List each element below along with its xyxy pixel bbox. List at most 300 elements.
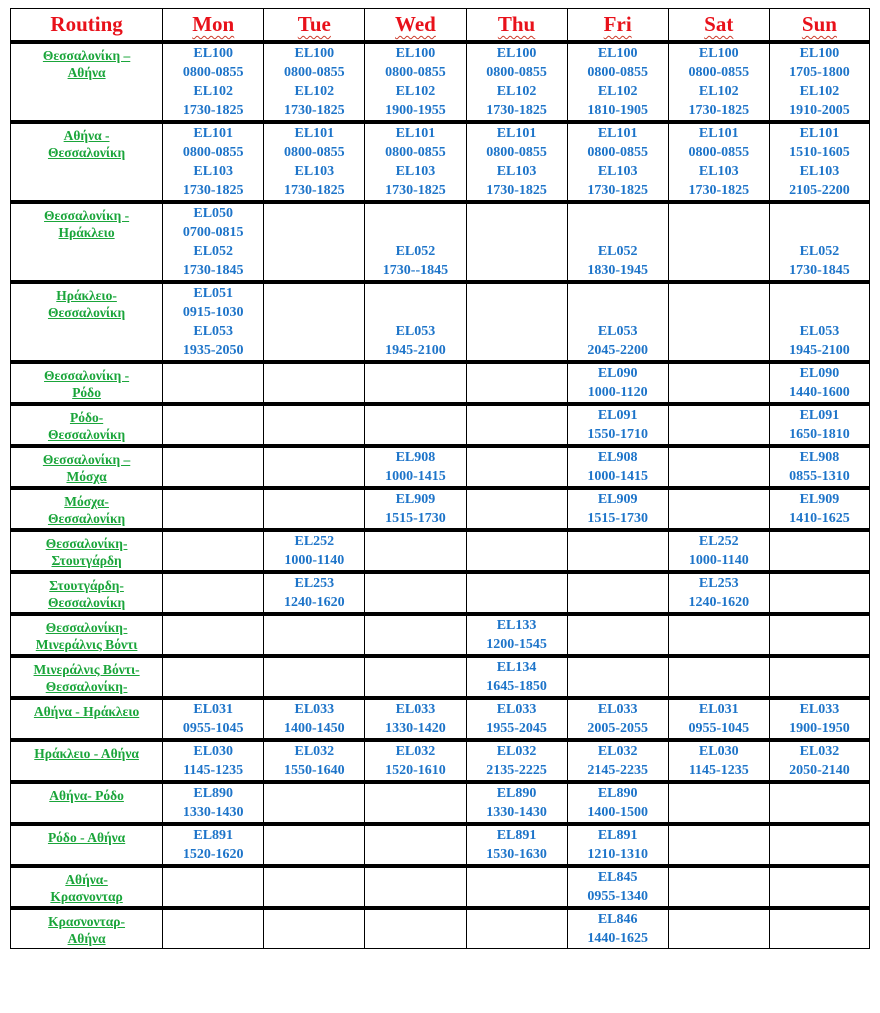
flight-time: 1515-1730 <box>587 511 648 526</box>
route-name-line: Αθήνα- <box>65 872 108 887</box>
route-link[interactable] <box>48 406 125 443</box>
flight-number: EL252 <box>294 534 335 549</box>
route-row <box>10 570 870 612</box>
flight-schedule-table <box>10 8 870 949</box>
route-cell <box>10 570 162 612</box>
route-cell <box>10 280 162 360</box>
flight-number: EL030 <box>698 744 739 759</box>
flight-number: EL103 <box>193 164 234 179</box>
flight-time: 1730-1825 <box>182 103 244 118</box>
flight-number: EL103 <box>496 164 537 179</box>
flight-number: EL103 <box>698 164 739 179</box>
flight-time: 1730--1845 <box>382 263 449 278</box>
flight-cell <box>263 696 364 738</box>
route-name-line: Ηράκλειο- <box>56 288 117 303</box>
flight-number: EL102 <box>193 84 234 99</box>
route-cell <box>10 120 162 200</box>
route-row <box>10 864 870 906</box>
flight-time: 1955-2045 <box>486 721 547 736</box>
flight-number: EL845 <box>597 870 638 885</box>
flight-cell <box>668 864 769 906</box>
flight-number: EL031 <box>698 702 739 717</box>
route-row <box>10 120 870 200</box>
flight-cell <box>364 780 465 822</box>
route-link[interactable] <box>44 204 129 241</box>
spacer <box>568 223 668 242</box>
flight-cell <box>668 40 769 120</box>
flight-number: EL053 <box>193 324 234 339</box>
route-name-line: Στουτγάρδη- <box>49 578 124 593</box>
flight-cell <box>769 528 870 570</box>
flight-cell <box>263 738 364 780</box>
flight-number: EL090 <box>597 366 638 381</box>
route-row <box>10 486 870 528</box>
flight-time: 1730-1825 <box>688 183 750 198</box>
flight-cell <box>769 402 870 444</box>
flight-number: EL908 <box>799 450 840 465</box>
route-name-line: Ρόδο <box>72 385 101 400</box>
flight-number: EL033 <box>597 702 638 717</box>
flight-cell <box>466 280 567 360</box>
route-row <box>10 738 870 780</box>
route-name-line: Θεσσαλονίκη- <box>45 536 128 551</box>
flight-time: 1910-2005 <box>789 103 850 118</box>
flight-time: 1440-1625 <box>587 931 648 946</box>
flight-time: 0955-1340 <box>587 889 648 904</box>
day-header-sat <box>668 8 769 40</box>
route-row <box>10 906 870 949</box>
flight-time: 1730-1845 <box>182 263 244 278</box>
flight-cell <box>466 654 567 696</box>
flight-number: EL101 <box>698 126 739 141</box>
route-cell <box>10 864 162 906</box>
route-name-line: Ηράκλειο <box>58 225 115 240</box>
route-name-line: Θεσσαλονίκη – <box>42 452 131 467</box>
route-row <box>10 654 870 696</box>
route-link[interactable] <box>48 490 125 527</box>
flight-cell <box>162 906 263 949</box>
flight-cell <box>162 612 263 654</box>
flight-number: EL102 <box>395 84 436 99</box>
flight-time: 1200-1545 <box>486 637 547 652</box>
route-row <box>10 402 870 444</box>
route-link[interactable] <box>49 784 124 804</box>
day-label: Sun <box>801 12 837 36</box>
flight-number: EL053 <box>395 324 436 339</box>
flight-number: EL909 <box>597 492 638 507</box>
flight-cell <box>263 864 364 906</box>
flight-cell <box>364 200 465 280</box>
route-name-line: Θεσσαλονίκη- <box>45 679 128 694</box>
route-name-line: Θεσσαλονίκη <box>47 145 126 160</box>
flight-number: EL053 <box>799 324 840 339</box>
spacer <box>770 303 869 322</box>
flight-cell <box>567 402 668 444</box>
flight-cell <box>263 570 364 612</box>
route-row <box>10 612 870 654</box>
flight-cell <box>466 822 567 864</box>
flight-cell <box>668 780 769 822</box>
flight-number: EL033 <box>799 702 840 717</box>
flight-cell <box>364 906 465 949</box>
flight-cell <box>364 360 465 402</box>
route-name-line: Θεσσαλονίκη <box>47 305 126 320</box>
route-name-line: Μινεράλνις Βόντι- <box>33 662 140 677</box>
flight-cell <box>769 612 870 654</box>
flight-cell <box>263 360 364 402</box>
flight-cell <box>466 200 567 280</box>
flight-number: EL890 <box>193 786 234 801</box>
flight-number: EL032 <box>597 744 638 759</box>
flight-time: 1510-1605 <box>789 145 850 160</box>
flight-number: EL101 <box>597 126 638 141</box>
route-link[interactable] <box>48 574 125 611</box>
day-label: Wed <box>395 12 436 36</box>
flight-cell <box>567 280 668 360</box>
flight-time: 1145-1235 <box>183 763 244 778</box>
flight-number: EL091 <box>799 408 840 423</box>
route-name-line: Αθήνα - <box>63 128 110 143</box>
flight-cell <box>567 528 668 570</box>
flight-cell <box>364 444 465 486</box>
flight-cell <box>668 738 769 780</box>
route-link[interactable] <box>48 826 125 846</box>
flight-number: EL102 <box>799 84 840 99</box>
flight-cell <box>567 120 668 200</box>
flight-time: 1440-1600 <box>789 385 850 400</box>
flight-cell <box>162 200 263 280</box>
flight-cell <box>162 402 263 444</box>
route-cell <box>10 360 162 402</box>
flight-time: 1000-1140 <box>284 553 345 568</box>
flight-time: 1945-2100 <box>789 343 850 358</box>
flight-time: 0800-0855 <box>385 65 446 80</box>
route-name-line: Θεσσαλονίκη- <box>45 620 128 635</box>
route-row <box>10 444 870 486</box>
route-row <box>10 360 870 402</box>
flight-time: 2005-2055 <box>587 721 648 736</box>
flight-time: 1730-1825 <box>284 103 345 118</box>
flight-number: EL253 <box>294 576 335 591</box>
flight-cell <box>263 444 364 486</box>
flight-cell <box>466 906 567 949</box>
spacer <box>365 303 465 322</box>
flight-number: EL134 <box>496 660 537 675</box>
flight-cell <box>263 40 364 120</box>
flight-time: 0800-0855 <box>486 65 547 80</box>
flight-number: EL101 <box>496 126 537 141</box>
flight-cell <box>769 570 870 612</box>
flight-cell <box>364 864 465 906</box>
day-header-mon <box>162 8 263 40</box>
flight-number: EL032 <box>799 744 840 759</box>
route-name-line: Αθήνα- Ρόδο <box>49 788 124 803</box>
flight-number: EL103 <box>597 164 638 179</box>
flight-time: 1650-1810 <box>789 427 850 442</box>
route-name-line: Μόσχα- <box>64 494 109 509</box>
flight-number: EL891 <box>597 828 638 843</box>
flight-time: 0800-0855 <box>587 65 648 80</box>
flight-cell <box>466 864 567 906</box>
flight-time: 0800-0855 <box>182 145 244 160</box>
flight-cell <box>769 486 870 528</box>
day-label: Fri <box>603 12 632 36</box>
day-label: Tue <box>297 12 331 36</box>
flight-time: 1410-1625 <box>789 511 850 526</box>
flight-time: 2050-2140 <box>789 763 850 778</box>
route-link[interactable] <box>48 284 125 321</box>
flight-cell <box>364 280 465 360</box>
flight-cell <box>263 200 364 280</box>
flight-cell <box>263 402 364 444</box>
flight-cell <box>567 864 668 906</box>
route-name-line: Αθήνα - Ηράκλειο <box>33 704 140 719</box>
flight-cell <box>567 612 668 654</box>
flight-number: EL890 <box>496 786 537 801</box>
flight-number: EL101 <box>395 126 436 141</box>
flight-cell <box>364 612 465 654</box>
flight-cell <box>364 570 465 612</box>
route-row <box>10 200 870 280</box>
flight-number: EL100 <box>193 46 234 61</box>
flight-cell <box>668 822 769 864</box>
route-link[interactable] <box>43 44 130 81</box>
route-link[interactable] <box>48 910 125 947</box>
flight-cell <box>162 780 263 822</box>
flight-time: 1730-1825 <box>688 103 750 118</box>
route-cell <box>10 200 162 280</box>
flight-number: EL050 <box>193 206 234 221</box>
flight-cell <box>668 120 769 200</box>
route-cell <box>10 906 162 949</box>
flight-time: 0855-1310 <box>789 469 850 484</box>
spacer <box>568 284 668 303</box>
flight-time: 2135-2225 <box>486 763 547 778</box>
flight-number: EL033 <box>294 702 335 717</box>
flight-cell <box>769 696 870 738</box>
flight-cell <box>466 40 567 120</box>
flight-cell <box>263 654 364 696</box>
route-cell <box>10 40 162 120</box>
route-name-line: Θεσσαλονίκη - <box>44 368 130 383</box>
route-row <box>10 780 870 822</box>
flight-time: 1730-1825 <box>182 183 244 198</box>
spacer <box>770 223 869 242</box>
flight-number: EL909 <box>799 492 840 507</box>
flight-time: 1000-1415 <box>385 469 446 484</box>
flight-cell <box>162 696 263 738</box>
flight-number: EL102 <box>597 84 638 99</box>
flight-number: EL103 <box>799 164 840 179</box>
flight-number: EL091 <box>597 408 638 423</box>
route-link[interactable] <box>43 448 130 485</box>
route-row <box>10 696 870 738</box>
flight-time: 1705-1800 <box>789 65 850 80</box>
flight-cell <box>364 822 465 864</box>
flight-number: EL908 <box>395 450 436 465</box>
flight-number: EL103 <box>294 164 335 179</box>
flight-time: 1330-1430 <box>182 805 244 820</box>
flight-cell <box>162 444 263 486</box>
flight-time: 1900-1950 <box>789 721 850 736</box>
flight-cell <box>162 864 263 906</box>
flight-cell <box>263 280 364 360</box>
flight-cell <box>162 280 263 360</box>
flight-cell <box>668 696 769 738</box>
day-header-sun <box>769 8 870 40</box>
flight-time: 1000-1120 <box>587 385 648 400</box>
route-link[interactable] <box>48 124 125 161</box>
flight-cell <box>567 738 668 780</box>
flight-time: 1810-1905 <box>587 103 648 118</box>
route-link[interactable] <box>34 742 139 762</box>
route-link[interactable] <box>36 616 138 653</box>
day-header-tue <box>263 8 364 40</box>
flight-cell <box>769 120 870 200</box>
route-name-line: Στουτγάρδη <box>51 553 122 568</box>
flight-cell <box>668 280 769 360</box>
flight-cell <box>567 906 668 949</box>
flight-number: EL891 <box>193 828 234 843</box>
flight-cell <box>162 486 263 528</box>
flight-cell <box>567 200 668 280</box>
route-link[interactable] <box>44 364 129 401</box>
flight-time: 1000-1140 <box>688 553 749 568</box>
route-name-line: Μόσχα <box>66 469 107 484</box>
flight-time: 1900-1955 <box>385 103 446 118</box>
flight-cell <box>263 120 364 200</box>
route-link[interactable] <box>34 700 139 720</box>
flight-cell <box>364 120 465 200</box>
flight-cell <box>668 486 769 528</box>
flight-time: 1550-1640 <box>284 763 345 778</box>
flight-time: 1730-1845 <box>789 263 850 278</box>
flight-number: EL891 <box>496 828 537 843</box>
flight-time: 1730-1825 <box>486 103 547 118</box>
flight-number: EL909 <box>395 492 436 507</box>
flight-time: 1000-1415 <box>587 469 648 484</box>
flight-number: EL030 <box>193 744 234 759</box>
route-name-line: Ηράκλειο - Αθήνα <box>34 746 139 761</box>
routing-header: Routing <box>10 8 162 40</box>
route-name-line: Αθήνα <box>67 65 106 80</box>
flight-time: 0955-1045 <box>182 721 244 736</box>
flight-cell <box>364 40 465 120</box>
flight-time: 0955-1045 <box>688 721 750 736</box>
flight-cell <box>466 696 567 738</box>
route-row <box>10 528 870 570</box>
flight-cell <box>162 654 263 696</box>
flight-cell <box>668 200 769 280</box>
flight-number: EL102 <box>698 84 739 99</box>
flight-time: 1935-2050 <box>182 343 244 358</box>
flight-time: 0800-0855 <box>486 145 547 160</box>
route-cell <box>10 780 162 822</box>
flight-cell <box>466 402 567 444</box>
flight-time: 1730-1825 <box>284 183 345 198</box>
flight-time: 0700-0815 <box>182 225 244 240</box>
flight-number: EL053 <box>597 324 638 339</box>
route-cell <box>10 444 162 486</box>
flight-cell <box>263 486 364 528</box>
flight-cell <box>567 40 668 120</box>
flight-cell <box>567 444 668 486</box>
route-row <box>10 280 870 360</box>
flight-number: EL846 <box>597 912 638 927</box>
flight-cell <box>162 40 263 120</box>
route-row <box>10 40 870 120</box>
flight-cell <box>668 654 769 696</box>
flight-time: 1330-1430 <box>486 805 547 820</box>
flight-time: 2105-2200 <box>789 183 850 198</box>
flight-cell <box>769 738 870 780</box>
flight-number: EL102 <box>294 84 335 99</box>
flight-number: EL100 <box>395 46 436 61</box>
flight-cell <box>769 444 870 486</box>
route-cell <box>10 654 162 696</box>
flight-time: 0800-0855 <box>284 65 345 80</box>
header-row <box>10 8 870 40</box>
flight-cell <box>263 612 364 654</box>
route-name-line: Ρόδο - Αθήνα <box>47 830 126 845</box>
flight-number: EL052 <box>597 244 638 259</box>
route-cell <box>10 486 162 528</box>
flight-cell <box>263 780 364 822</box>
route-name-line: Θεσσαλονίκη – <box>42 48 131 63</box>
flight-cell <box>567 654 668 696</box>
route-link[interactable] <box>50 868 122 905</box>
flight-number: EL033 <box>395 702 436 717</box>
flight-number: EL100 <box>799 46 840 61</box>
flight-cell <box>769 654 870 696</box>
spacer <box>770 284 869 303</box>
flight-cell <box>668 570 769 612</box>
flight-time: 0800-0855 <box>284 145 345 160</box>
flight-number: EL052 <box>193 244 234 259</box>
flight-time: 1730-1825 <box>486 183 547 198</box>
flight-cell <box>466 528 567 570</box>
flight-number: EL100 <box>698 46 739 61</box>
flight-cell <box>162 360 263 402</box>
route-name-line: Θεσσαλονίκη - <box>44 208 130 223</box>
flight-number: EL253 <box>698 576 739 591</box>
flight-cell <box>668 360 769 402</box>
route-name-line: Αθήνα <box>67 931 106 946</box>
flight-number: EL032 <box>496 744 537 759</box>
flight-cell <box>466 486 567 528</box>
route-link[interactable] <box>34 658 140 695</box>
flight-time: 1520-1610 <box>385 763 446 778</box>
route-name-line: Μινεράλνις Βόντι <box>35 637 138 652</box>
flight-number: EL052 <box>799 244 840 259</box>
flight-number: EL090 <box>799 366 840 381</box>
flight-time: 1730-1825 <box>587 183 648 198</box>
flight-time: 1330-1420 <box>385 721 446 736</box>
flight-cell <box>769 280 870 360</box>
flight-cell <box>769 906 870 949</box>
route-link[interactable] <box>46 532 128 569</box>
flight-cell <box>466 570 567 612</box>
flight-number: EL101 <box>193 126 234 141</box>
flight-cell <box>466 120 567 200</box>
flight-time: 1515-1730 <box>385 511 446 526</box>
flight-cell <box>466 738 567 780</box>
flight-cell <box>668 444 769 486</box>
flight-cell <box>668 906 769 949</box>
flight-cell <box>567 822 668 864</box>
flight-cell <box>364 486 465 528</box>
flight-cell <box>364 696 465 738</box>
